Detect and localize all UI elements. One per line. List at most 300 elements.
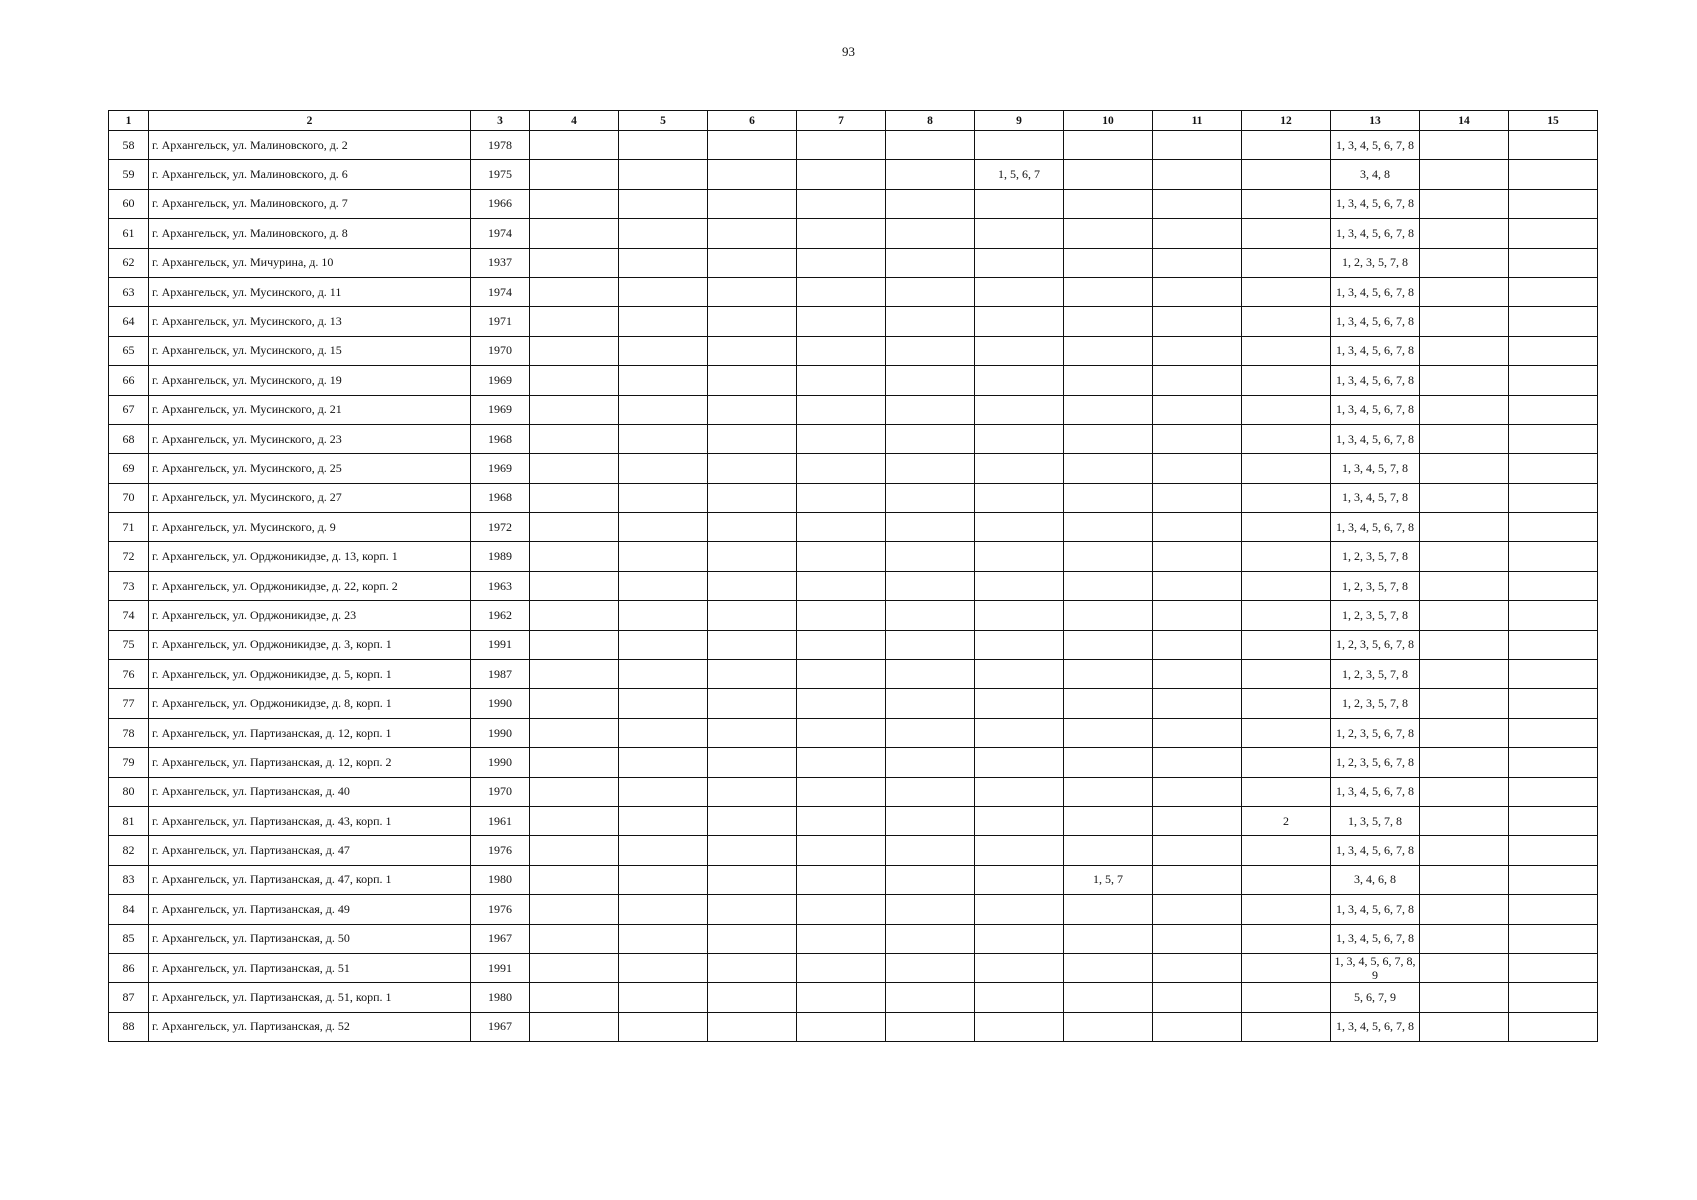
col-4-cell (530, 189, 619, 218)
col-5-cell (619, 542, 708, 571)
col-7-cell (797, 777, 886, 806)
col-11-cell (1153, 454, 1242, 483)
table-row (109, 601, 1598, 630)
col-14-cell (1420, 160, 1509, 189)
col-5-cell (619, 189, 708, 218)
col-9-cell (975, 366, 1064, 395)
col-9-cell (975, 660, 1064, 689)
col-11-cell (1153, 277, 1242, 306)
col-5-cell (619, 395, 708, 424)
table-row (109, 924, 1598, 953)
col-14-cell (1420, 483, 1509, 512)
row-number-cell: 77 (109, 689, 149, 718)
address-cell: г. Архангельск, ул. Партизанская, д. 49 (149, 895, 471, 924)
col-6-cell (708, 777, 797, 806)
col-14-cell (1420, 248, 1509, 277)
col-6-cell (708, 131, 797, 160)
col-4-cell (530, 748, 619, 777)
col-6-cell (708, 366, 797, 395)
year-cell: 1971 (471, 307, 530, 336)
col-13-cell: 1, 2, 3, 5, 7, 8 (1331, 601, 1420, 630)
col-14-cell (1420, 748, 1509, 777)
col-15-cell (1509, 571, 1598, 600)
col-8-cell (886, 336, 975, 365)
year-cell: 1969 (471, 395, 530, 424)
col-15-cell (1509, 395, 1598, 424)
col-10-cell (1064, 601, 1153, 630)
row-number-cell: 79 (109, 748, 149, 777)
col-10-cell (1064, 777, 1153, 806)
col-14-cell (1420, 424, 1509, 453)
col-10-cell (1064, 542, 1153, 571)
col-5-cell (619, 953, 708, 982)
col-12-cell (1242, 307, 1331, 336)
col-15-cell (1509, 307, 1598, 336)
header-row (109, 111, 1598, 131)
col-4-cell (530, 601, 619, 630)
col-4-cell (530, 630, 619, 659)
col-10-cell (1064, 131, 1153, 160)
year-cell: 1961 (471, 806, 530, 835)
col-9-cell (975, 513, 1064, 542)
col-11-cell (1153, 424, 1242, 453)
col-9-cell (975, 189, 1064, 218)
table-row (109, 219, 1598, 248)
address-cell: г. Архангельск, ул. Партизанская, д. 51, корп. 1 (149, 983, 471, 1012)
col-12-cell (1242, 718, 1331, 747)
col-5-cell (619, 131, 708, 160)
col-14-cell (1420, 571, 1509, 600)
col-7-cell (797, 924, 886, 953)
row-number-cell: 83 (109, 865, 149, 894)
col-13-cell: 1, 2, 3, 5, 6, 7, 8 (1331, 718, 1420, 747)
col-12-cell (1242, 601, 1331, 630)
year-cell: 1980 (471, 865, 530, 894)
col-9-cell (975, 395, 1064, 424)
col-4-cell (530, 454, 619, 483)
column-header-8: 8 (886, 111, 975, 131)
col-13-cell: 1, 2, 3, 5, 6, 7, 8 (1331, 630, 1420, 659)
col-7-cell (797, 395, 886, 424)
col-15-cell (1509, 336, 1598, 365)
col-10-cell (1064, 1012, 1153, 1041)
row-number-cell: 88 (109, 1012, 149, 1041)
col-11-cell (1153, 160, 1242, 189)
address-cell: г. Архангельск, ул. Партизанская, д. 52 (149, 1012, 471, 1041)
col-4-cell (530, 1012, 619, 1041)
col-12-cell (1242, 395, 1331, 424)
col-12-cell (1242, 219, 1331, 248)
col-12-cell (1242, 777, 1331, 806)
col-11-cell (1153, 660, 1242, 689)
col-14-cell (1420, 219, 1509, 248)
table-row (109, 718, 1598, 747)
year-cell: 1989 (471, 542, 530, 571)
col-8-cell (886, 424, 975, 453)
col-14-cell (1420, 601, 1509, 630)
col-15-cell (1509, 277, 1598, 306)
address-cell: г. Архангельск, ул. Орджоникидзе, д. 13, корп. 1 (149, 542, 471, 571)
year-cell: 1969 (471, 366, 530, 395)
col-7-cell (797, 307, 886, 336)
table-row (109, 189, 1598, 218)
col-4-cell (530, 483, 619, 512)
col-8-cell (886, 924, 975, 953)
col-10-cell (1064, 483, 1153, 512)
col-6-cell (708, 630, 797, 659)
address-cell: г. Архангельск, ул. Мусинского, д. 15 (149, 336, 471, 365)
col-15-cell (1509, 160, 1598, 189)
col-15-cell (1509, 601, 1598, 630)
col-10-cell (1064, 806, 1153, 835)
col-9-cell (975, 718, 1064, 747)
col-14-cell (1420, 513, 1509, 542)
col-14-cell (1420, 718, 1509, 747)
col-11-cell (1153, 395, 1242, 424)
year-cell: 1974 (471, 219, 530, 248)
col-4-cell (530, 307, 619, 336)
address-cell: г. Архангельск, ул. Мусинского, д. 19 (149, 366, 471, 395)
address-cell: г. Архангельск, ул. Мусинского, д. 25 (149, 454, 471, 483)
col-8-cell (886, 836, 975, 865)
row-number-cell: 58 (109, 131, 149, 160)
col-4-cell (530, 424, 619, 453)
col-12-cell (1242, 277, 1331, 306)
col-9-cell (975, 630, 1064, 659)
col-10-cell (1064, 189, 1153, 218)
col-4-cell (530, 806, 619, 835)
col-7-cell (797, 1012, 886, 1041)
col-5-cell (619, 483, 708, 512)
address-cell: г. Архангельск, ул. Партизанская, д. 40 (149, 777, 471, 806)
row-number-cell: 84 (109, 895, 149, 924)
col-13-cell: 1, 3, 4, 5, 6, 7, 8 (1331, 395, 1420, 424)
col-6-cell (708, 571, 797, 600)
year-cell: 1968 (471, 483, 530, 512)
col-5-cell (619, 777, 708, 806)
col-13-cell: 1, 3, 4, 5, 6, 7, 8 (1331, 895, 1420, 924)
col-9-cell: 1, 5, 6, 7 (975, 160, 1064, 189)
col-10-cell (1064, 630, 1153, 659)
col-8-cell (886, 366, 975, 395)
table-row (109, 983, 1598, 1012)
col-5-cell (619, 513, 708, 542)
col-14-cell (1420, 336, 1509, 365)
col-12-cell (1242, 454, 1331, 483)
col-7-cell (797, 865, 886, 894)
col-6-cell (708, 189, 797, 218)
col-11-cell (1153, 601, 1242, 630)
table-row (109, 953, 1598, 982)
col-15-cell (1509, 865, 1598, 894)
col-4-cell (530, 718, 619, 747)
col-11-cell (1153, 483, 1242, 512)
address-cell: г. Архангельск, ул. Партизанская, д. 43, корп. 1 (149, 806, 471, 835)
col-14-cell (1420, 454, 1509, 483)
table-row (109, 748, 1598, 777)
col-7-cell (797, 248, 886, 277)
year-cell: 1976 (471, 895, 530, 924)
col-15-cell (1509, 454, 1598, 483)
year-cell: 1967 (471, 1012, 530, 1041)
year-cell: 1991 (471, 953, 530, 982)
col-11-cell (1153, 895, 1242, 924)
col-14-cell (1420, 983, 1509, 1012)
col-11-cell (1153, 689, 1242, 718)
col-8-cell (886, 953, 975, 982)
col-11-cell (1153, 983, 1242, 1012)
col-8-cell (886, 542, 975, 571)
col-6-cell (708, 836, 797, 865)
column-header-3: 3 (471, 111, 530, 131)
col-5-cell (619, 160, 708, 189)
table-row (109, 1012, 1598, 1041)
column-header-10: 10 (1064, 111, 1153, 131)
col-7-cell (797, 571, 886, 600)
col-4-cell (530, 513, 619, 542)
col-10-cell (1064, 836, 1153, 865)
col-9-cell (975, 748, 1064, 777)
row-number-cell: 86 (109, 953, 149, 982)
col-12-cell (1242, 366, 1331, 395)
col-11-cell (1153, 366, 1242, 395)
col-12-cell (1242, 571, 1331, 600)
address-cell: г. Архангельск, ул. Партизанская, д. 12, корп. 2 (149, 748, 471, 777)
table-row (109, 160, 1598, 189)
col-15-cell (1509, 895, 1598, 924)
col-5-cell (619, 366, 708, 395)
col-7-cell (797, 660, 886, 689)
col-15-cell (1509, 983, 1598, 1012)
year-cell: 1968 (471, 424, 530, 453)
col-8-cell (886, 777, 975, 806)
col-6-cell (708, 601, 797, 630)
col-11-cell (1153, 924, 1242, 953)
col-5-cell (619, 601, 708, 630)
col-8-cell (886, 865, 975, 894)
col-4-cell (530, 248, 619, 277)
col-9-cell (975, 454, 1064, 483)
col-12-cell (1242, 630, 1331, 659)
col-13-cell: 1, 2, 3, 5, 7, 8 (1331, 571, 1420, 600)
column-header-2: 2 (149, 111, 471, 131)
col-13-cell: 3, 4, 6, 8 (1331, 865, 1420, 894)
col-6-cell (708, 454, 797, 483)
col-6-cell (708, 1012, 797, 1041)
col-15-cell (1509, 542, 1598, 571)
col-6-cell (708, 542, 797, 571)
year-cell: 1972 (471, 513, 530, 542)
col-5-cell (619, 836, 708, 865)
col-10-cell (1064, 924, 1153, 953)
col-8-cell (886, 189, 975, 218)
col-7-cell (797, 366, 886, 395)
address-cell: г. Архангельск, ул. Партизанская, д. 47, корп. 1 (149, 865, 471, 894)
col-4-cell (530, 895, 619, 924)
col-12-cell (1242, 160, 1331, 189)
col-7-cell (797, 806, 886, 835)
col-11-cell (1153, 542, 1242, 571)
row-number-cell: 65 (109, 336, 149, 365)
col-10-cell (1064, 718, 1153, 747)
address-cell: г. Архангельск, ул. Малиновского, д. 8 (149, 219, 471, 248)
year-cell: 1978 (471, 131, 530, 160)
col-15-cell (1509, 1012, 1598, 1041)
column-header-13: 13 (1331, 111, 1420, 131)
col-12-cell (1242, 660, 1331, 689)
col-8-cell (886, 806, 975, 835)
row-number-cell: 85 (109, 924, 149, 953)
row-number-cell: 73 (109, 571, 149, 600)
address-cell: г. Архангельск, ул. Орджоникидзе, д. 5, корп. 1 (149, 660, 471, 689)
col-5-cell (619, 248, 708, 277)
column-header-12: 12 (1242, 111, 1331, 131)
col-6-cell (708, 424, 797, 453)
page-number: 93 (842, 44, 855, 59)
row-number-cell: 66 (109, 366, 149, 395)
col-5-cell (619, 748, 708, 777)
col-7-cell (797, 277, 886, 306)
year-cell: 1990 (471, 718, 530, 747)
col-13-cell: 1, 3, 4, 5, 6, 7, 8 (1331, 366, 1420, 395)
col-13-cell: 1, 3, 4, 5, 7, 8 (1331, 454, 1420, 483)
address-cell: г. Архангельск, ул. Мусинского, д. 27 (149, 483, 471, 512)
col-7-cell (797, 542, 886, 571)
col-11-cell (1153, 1012, 1242, 1041)
column-header-4: 4 (530, 111, 619, 131)
col-5-cell (619, 806, 708, 835)
col-14-cell (1420, 277, 1509, 306)
col-9-cell (975, 689, 1064, 718)
table-row (109, 895, 1598, 924)
column-header-11: 11 (1153, 111, 1242, 131)
year-cell: 1974 (471, 277, 530, 306)
col-4-cell (530, 689, 619, 718)
col-5-cell (619, 307, 708, 336)
table-row (109, 542, 1598, 571)
table-row (109, 366, 1598, 395)
col-8-cell (886, 513, 975, 542)
table-row (109, 806, 1598, 835)
col-8-cell (886, 895, 975, 924)
col-13-cell: 1, 2, 3, 5, 7, 8 (1331, 660, 1420, 689)
col-6-cell (708, 865, 797, 894)
col-10-cell (1064, 336, 1153, 365)
col-13-cell: 1, 3, 4, 5, 6, 7, 8 (1331, 131, 1420, 160)
col-8-cell (886, 718, 975, 747)
col-7-cell (797, 983, 886, 1012)
col-14-cell (1420, 895, 1509, 924)
col-10-cell (1064, 895, 1153, 924)
col-15-cell (1509, 189, 1598, 218)
col-4-cell (530, 865, 619, 894)
col-14-cell (1420, 1012, 1509, 1041)
col-12-cell (1242, 513, 1331, 542)
col-14-cell (1420, 630, 1509, 659)
col-13-cell: 1, 2, 3, 5, 6, 7, 8 (1331, 748, 1420, 777)
col-6-cell (708, 483, 797, 512)
row-number-cell: 70 (109, 483, 149, 512)
col-12-cell (1242, 131, 1331, 160)
col-11-cell (1153, 336, 1242, 365)
col-11-cell (1153, 131, 1242, 160)
col-13-cell: 1, 3, 4, 5, 6, 7, 8, 9 (1331, 953, 1420, 982)
col-9-cell (975, 1012, 1064, 1041)
row-number-cell: 59 (109, 160, 149, 189)
table-row (109, 277, 1598, 306)
col-15-cell (1509, 131, 1598, 160)
col-9-cell (975, 336, 1064, 365)
year-cell: 1966 (471, 189, 530, 218)
col-14-cell (1420, 542, 1509, 571)
col-12-cell (1242, 248, 1331, 277)
address-cell: г. Архангельск, ул. Партизанская, д. 12, корп. 1 (149, 718, 471, 747)
col-14-cell (1420, 131, 1509, 160)
col-6-cell (708, 924, 797, 953)
col-15-cell (1509, 924, 1598, 953)
col-14-cell (1420, 865, 1509, 894)
col-7-cell (797, 131, 886, 160)
col-14-cell (1420, 307, 1509, 336)
col-6-cell (708, 983, 797, 1012)
col-6-cell (708, 953, 797, 982)
col-6-cell (708, 219, 797, 248)
year-cell: 1970 (471, 336, 530, 365)
col-13-cell: 1, 3, 4, 5, 6, 7, 8 (1331, 1012, 1420, 1041)
col-5-cell (619, 895, 708, 924)
column-header-6: 6 (708, 111, 797, 131)
col-10-cell (1064, 248, 1153, 277)
col-4-cell (530, 336, 619, 365)
col-14-cell (1420, 660, 1509, 689)
col-8-cell (886, 1012, 975, 1041)
row-number-cell: 61 (109, 219, 149, 248)
year-cell: 1963 (471, 571, 530, 600)
year-cell: 1969 (471, 454, 530, 483)
col-13-cell: 1, 3, 5, 7, 8 (1331, 806, 1420, 835)
col-9-cell (975, 601, 1064, 630)
col-7-cell (797, 718, 886, 747)
col-15-cell (1509, 718, 1598, 747)
col-11-cell (1153, 718, 1242, 747)
col-6-cell (708, 689, 797, 718)
col-15-cell (1509, 219, 1598, 248)
col-7-cell (797, 160, 886, 189)
col-13-cell: 3, 4, 8 (1331, 160, 1420, 189)
col-4-cell (530, 395, 619, 424)
col-12-cell (1242, 836, 1331, 865)
address-cell: г. Архангельск, ул. Партизанская, д. 51 (149, 953, 471, 982)
col-4-cell (530, 160, 619, 189)
col-8-cell (886, 160, 975, 189)
col-13-cell: 1, 2, 3, 5, 7, 8 (1331, 689, 1420, 718)
col-14-cell (1420, 836, 1509, 865)
col-8-cell (886, 748, 975, 777)
table-row (109, 660, 1598, 689)
year-cell: 1937 (471, 248, 530, 277)
col-6-cell (708, 660, 797, 689)
col-15-cell (1509, 483, 1598, 512)
table-body (109, 131, 1598, 1042)
col-6-cell (708, 895, 797, 924)
year-cell: 1976 (471, 836, 530, 865)
address-cell: г. Архангельск, ул. Малиновского, д. 7 (149, 189, 471, 218)
col-9-cell (975, 777, 1064, 806)
address-cell: г. Архангельск, ул. Мусинского, д. 13 (149, 307, 471, 336)
col-8-cell (886, 131, 975, 160)
table-row (109, 454, 1598, 483)
col-13-cell: 1, 3, 4, 5, 6, 7, 8 (1331, 219, 1420, 248)
